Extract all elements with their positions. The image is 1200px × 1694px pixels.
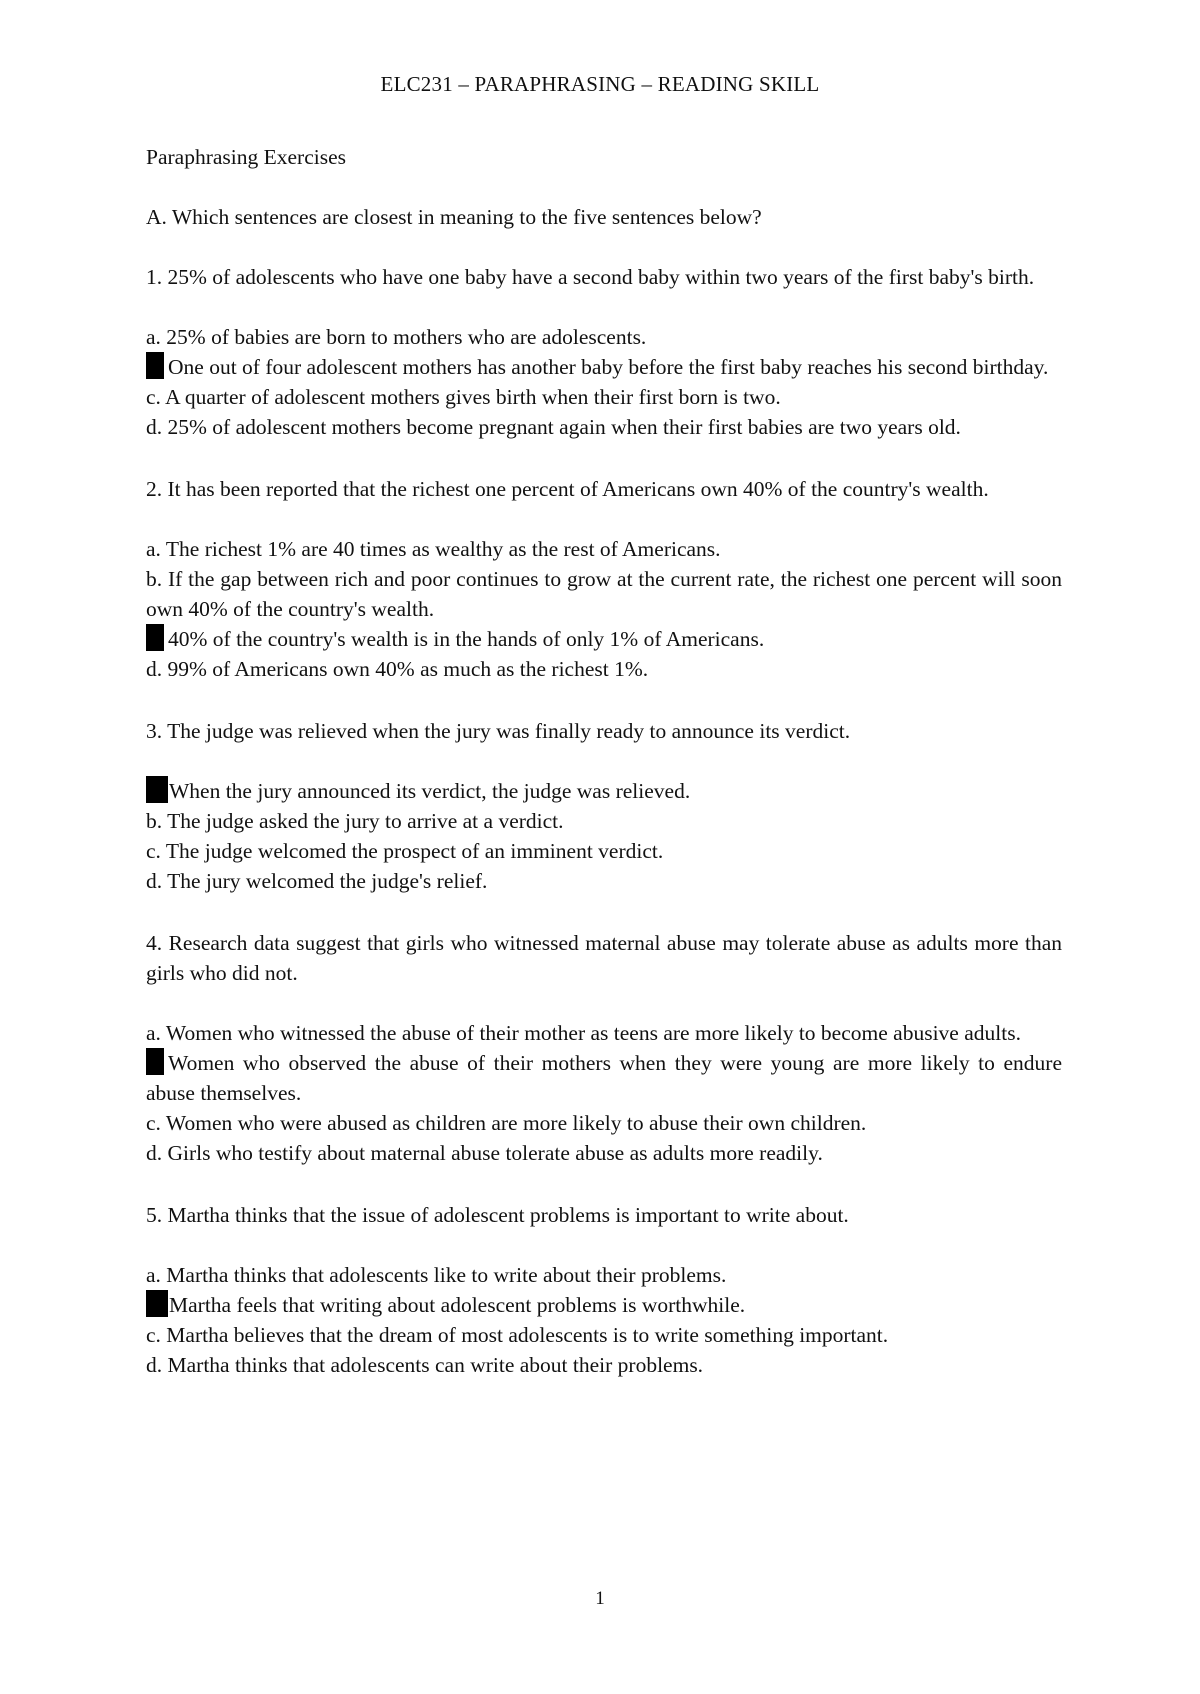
option-d: d. Martha thinks that adolescents can write about their problems. bbox=[146, 1353, 704, 1377]
option-b-selected bbox=[146, 352, 1062, 382]
section-title: Paraphrasing Exercises bbox=[146, 145, 346, 169]
option-c: c. Martha believes that the dream of most adolescents is to write something important. bbox=[146, 1323, 889, 1347]
option-b-selected bbox=[146, 1048, 1062, 1108]
question-stem: 2. It has been reported that the richest one percent of Americans own 40% of the country's wealth. bbox=[146, 477, 989, 501]
option-c: c. A quarter of adolescent mothers gives birth when their first born is two. bbox=[146, 385, 781, 409]
question-stem: 5. Martha thinks that the issue of adolescent problems is important to write about. bbox=[146, 1203, 849, 1227]
question-stem: 1. 25% of adolescents who have one baby have a second baby within two years of the first baby's birth. bbox=[146, 265, 1035, 289]
redaction-marker bbox=[146, 1290, 168, 1317]
question-5 bbox=[146, 1200, 1062, 1380]
option-text: Martha feels that writing about adolescent problems is worthwhile. bbox=[169, 1293, 746, 1317]
question-stem: 4. Research data suggest that girls who witnessed maternal abuse may tolerate abuse as adults more than girls who did not. bbox=[146, 931, 1062, 985]
redaction-marker bbox=[146, 352, 164, 379]
option-d: d. 99% of Americans own 40% as much as the richest 1%. bbox=[146, 657, 649, 681]
option-c: c. The judge welcomed the prospect of an imminent verdict. bbox=[146, 839, 664, 863]
option-b-selected bbox=[146, 1290, 1062, 1320]
instruction-text: A. Which sentences are closest in meaning to the five sentences below? bbox=[146, 205, 762, 229]
option-d: d. The jury welcomed the judge's relief. bbox=[146, 869, 488, 893]
option-b: b. If the gap between rich and poor continues to grow at the current rate, the richest one percent will soon own 40% of the country's wealth. bbox=[146, 567, 1062, 621]
option-a: a. Martha thinks that adolescents like to write about their problems. bbox=[146, 1263, 727, 1287]
page-content bbox=[146, 142, 1062, 1412]
option-text: When the jury announced its verdict, the judge was relieved. bbox=[169, 779, 691, 803]
option-d: d. Girls who testify about maternal abuse tolerate abuse as adults more readily. bbox=[146, 1141, 823, 1165]
question-4 bbox=[146, 928, 1062, 1168]
redaction-marker bbox=[146, 1048, 164, 1075]
option-c: c. Women who were abused as children are more likely to abuse their own children. bbox=[146, 1111, 867, 1135]
page-number: 1 bbox=[595, 1588, 605, 1609]
option-text: Women who observed the abuse of their mothers when they were young are more likely to endure abuse themselves. bbox=[146, 1051, 1062, 1105]
option-a-selected bbox=[146, 776, 1062, 806]
option-text: 40% of the country's wealth is in the hands of only 1% of Americans. bbox=[168, 627, 765, 651]
option-a: a. Women who witnessed the abuse of their mother as teens are more likely to become abusive adults. bbox=[146, 1021, 1021, 1045]
question-3 bbox=[146, 716, 1062, 896]
option-text: One out of four adolescent mothers has another baby before the first baby reaches his second birthday. bbox=[168, 355, 1049, 379]
question-stem: 3. The judge was relieved when the jury was finally ready to announce its verdict. bbox=[146, 719, 851, 743]
option-a: a. 25% of babies are born to mothers who are adolescents. bbox=[146, 325, 647, 349]
option-b: b. The judge asked the jury to arrive at a verdict. bbox=[146, 809, 564, 833]
question-2 bbox=[146, 474, 1062, 684]
page-header: ELC231 – PARAPHRASING – READING SKILL bbox=[380, 72, 820, 96]
option-c-selected bbox=[146, 624, 1062, 654]
option-d: d. 25% of adolescent mothers become pregnant again when their first babies are two years old. bbox=[146, 415, 961, 439]
option-a: a. The richest 1% are 40 times as wealthy as the rest of Americans. bbox=[146, 537, 721, 561]
redaction-marker bbox=[146, 776, 168, 803]
redaction-marker bbox=[146, 624, 164, 651]
question-1 bbox=[146, 262, 1062, 442]
